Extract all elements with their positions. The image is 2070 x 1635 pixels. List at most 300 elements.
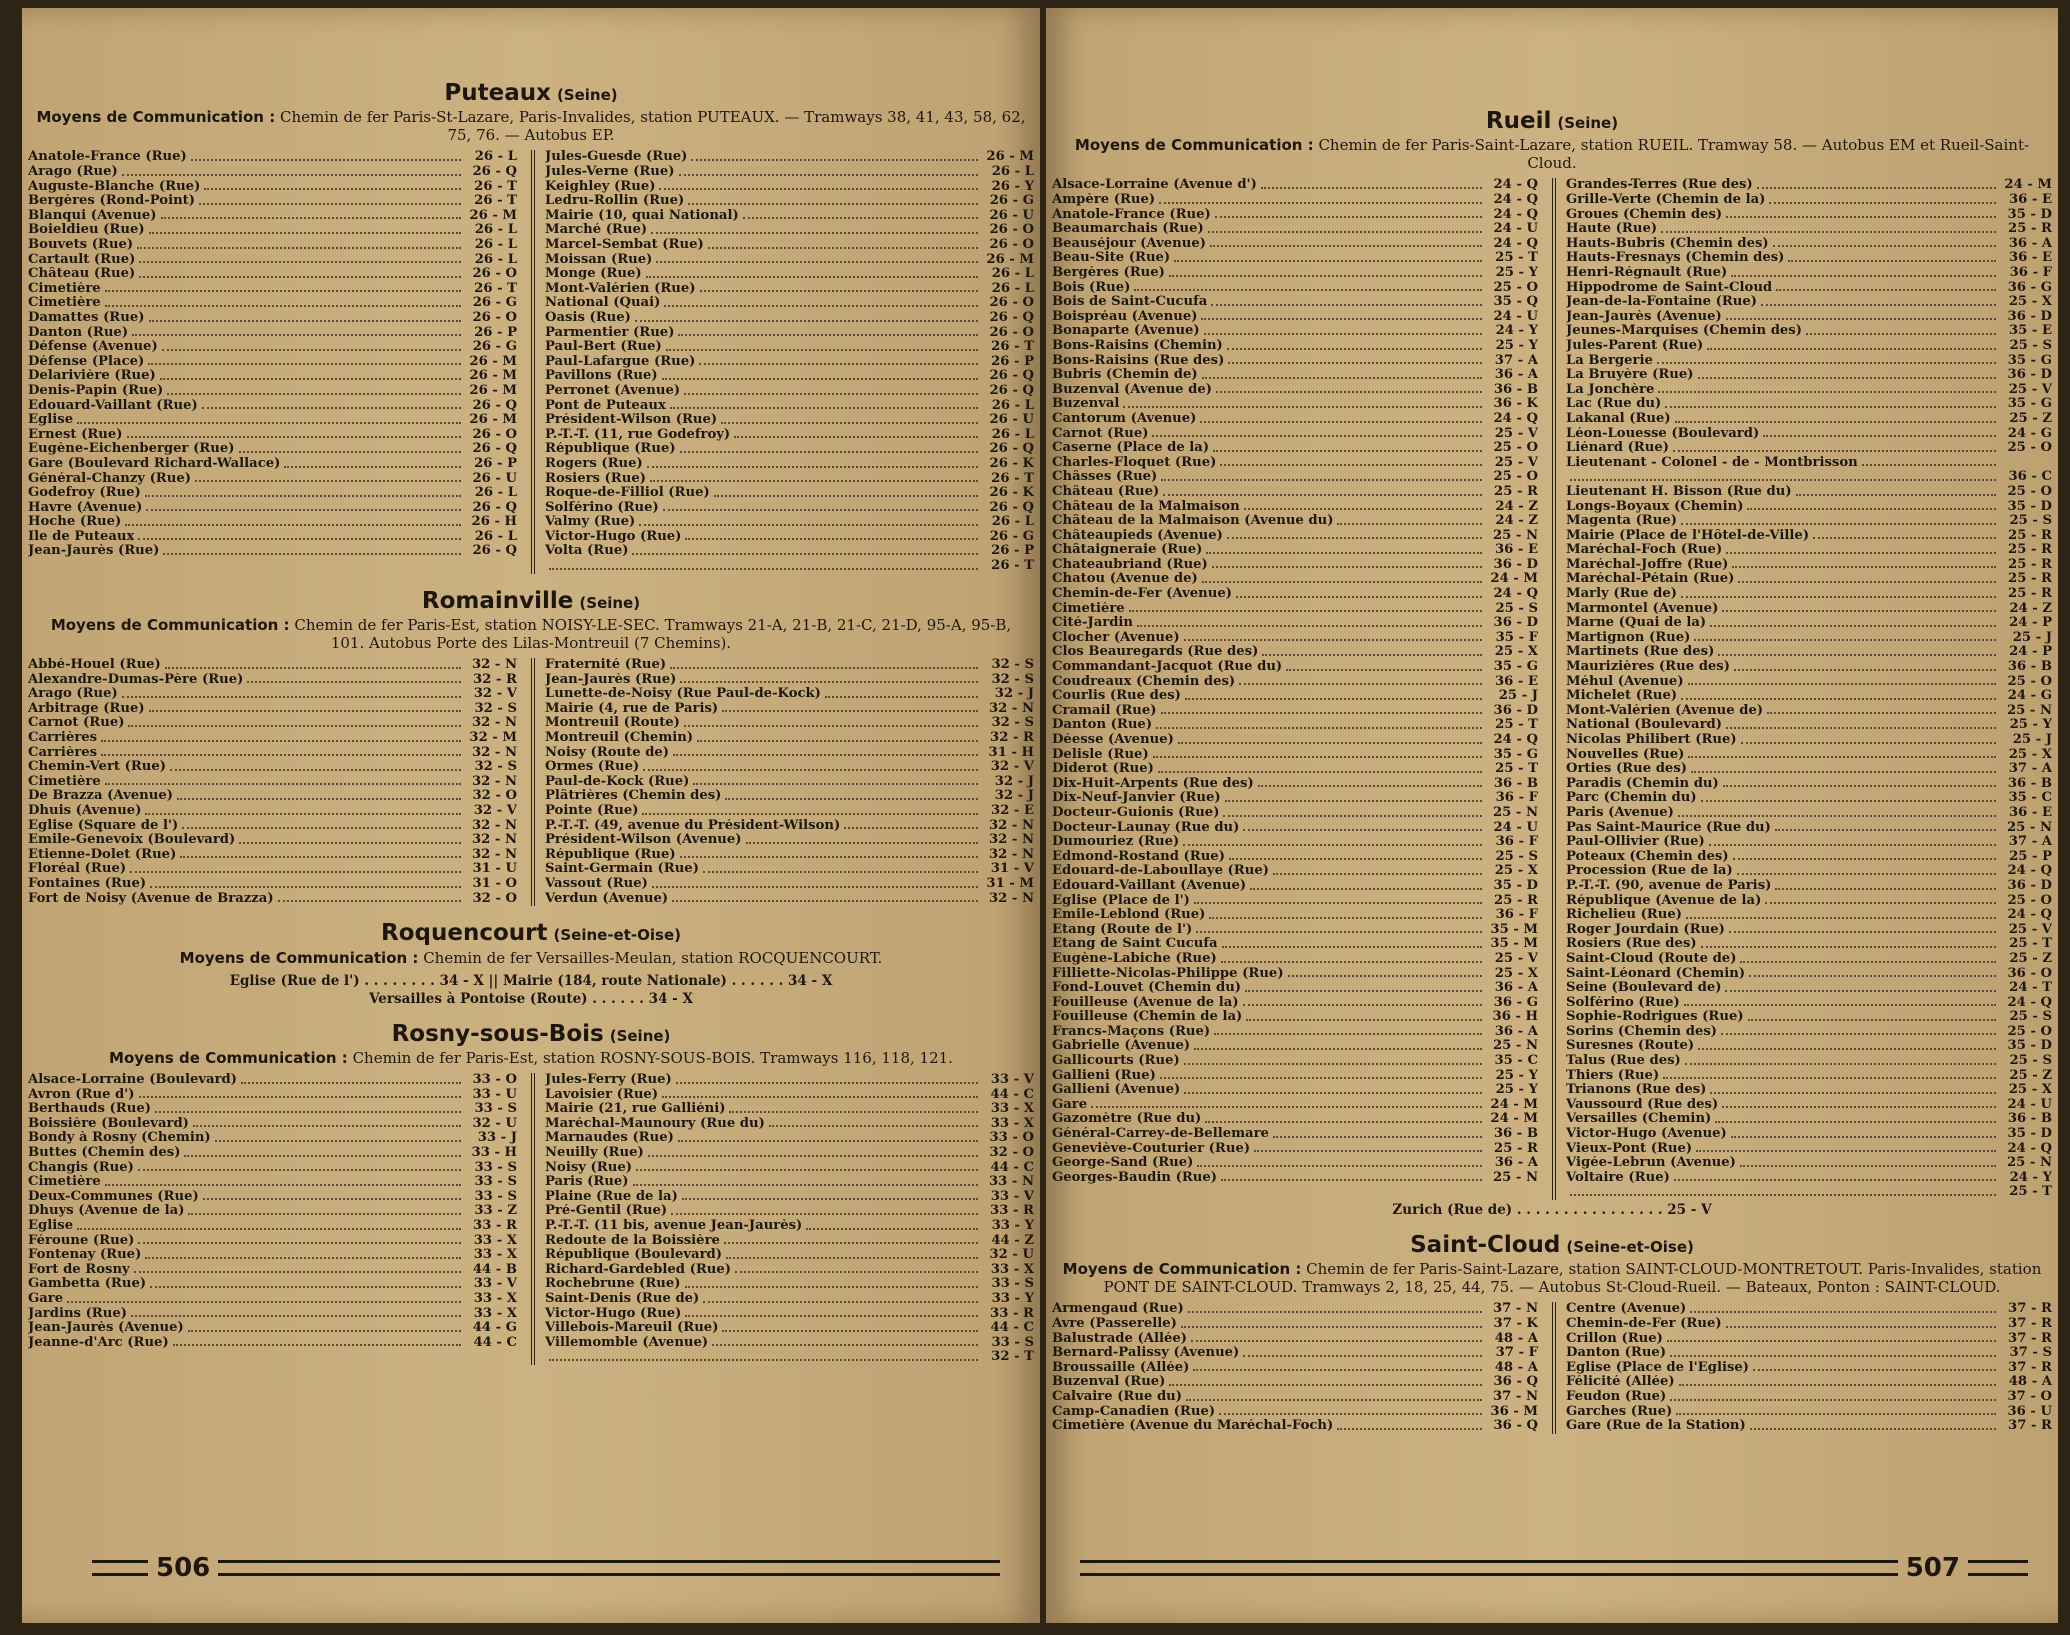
street-name: Bonaparte (Avenue) [1052, 324, 1200, 339]
leader-dots [1160, 1069, 1482, 1080]
street-entry [1052, 996, 1538, 1011]
street-name: Lunette-de-Noisy (Rue Paul-de-Kock) [545, 687, 821, 702]
map-reference: 32 - M [469, 731, 517, 746]
street-name: Floréal (Rue) [28, 862, 127, 877]
street-name: Fontenay (Rue) [28, 1248, 142, 1263]
street-name: Défense (Place) [28, 354, 145, 369]
street-name: Déesse (Avenue) [1052, 733, 1174, 747]
street-entry [1052, 602, 1538, 617]
leader-dots [734, 428, 978, 439]
map-reference: 26 - Q [989, 500, 1034, 515]
leader-dots [1658, 383, 1996, 394]
street-name: Plâtrières (Chemin des) [545, 789, 722, 804]
map-reference: 32 - N [471, 818, 517, 833]
street-entry [1566, 908, 2052, 923]
map-reference: 26 - M [469, 413, 517, 428]
street-entry [1566, 704, 2052, 719]
town-region: (Seine) [556, 86, 618, 104]
leader-dots [1161, 470, 1482, 481]
map-reference: 33 - S [474, 1175, 517, 1190]
leader-dots [1686, 908, 1996, 919]
leader-dots [148, 355, 461, 366]
street-entry [1566, 835, 2052, 850]
street-name: Fouilleuse (Chemin de la) [1052, 1010, 1243, 1025]
street-name: Eglise [28, 413, 74, 428]
leader-dots [680, 673, 978, 684]
town-heading [1046, 108, 2058, 134]
map-reference: 25 - T [2009, 937, 2052, 952]
street-entry [1566, 266, 2052, 281]
map-reference: 32 - N [471, 716, 517, 731]
map-reference: 35 - D [1493, 878, 1538, 893]
street-name: De Brazza (Avenue) [28, 789, 173, 804]
street-name: Bondy à Rosny (Chemin) [28, 1131, 211, 1146]
communications-label: Moyens de Communication : [50, 616, 290, 635]
leader-dots [691, 150, 978, 161]
leader-dots [1208, 222, 1482, 233]
leader-dots [680, 442, 978, 453]
street-entry [545, 150, 1034, 165]
leader-dots [1221, 1171, 1482, 1182]
map-reference: 25 - R [1494, 484, 1538, 499]
street-entry [545, 311, 1034, 326]
leader-dots [1212, 558, 1482, 569]
leader-dots [632, 544, 978, 555]
street-entry [1052, 1302, 1538, 1317]
map-reference: 26 - L [991, 267, 1034, 282]
communications-label: Moyens de Communication : [36, 108, 276, 127]
street-name: Suresnes (Route) [1566, 1039, 1695, 1054]
street-entry [1566, 1142, 2052, 1157]
street-name: Camp-Canadien (Rue) [1052, 1404, 1216, 1419]
street-entry [1052, 791, 1538, 806]
leader-dots [1796, 485, 1996, 496]
street-name: Roque-de-Filliol (Rue) [545, 486, 710, 501]
leader-dots [139, 253, 461, 264]
map-reference: 26 - L [474, 150, 517, 165]
town-region: (Seine) [609, 1026, 671, 1045]
leader-dots [642, 804, 978, 815]
street-name: Chatou (Avenue de) [1052, 572, 1198, 587]
street-name: Arbitrage (Rue) [28, 701, 145, 716]
street-name: Pont de Puteaux [545, 398, 666, 413]
street-entry [1052, 237, 1538, 252]
map-reference: 25 - V [1494, 455, 1538, 470]
map-reference: 33 - Y [991, 1219, 1034, 1233]
street-name: La Bruyère (Rue) [1566, 368, 1694, 383]
street-name: Etienne-Dolet (Rue) [28, 847, 177, 862]
street-entry [1566, 427, 2052, 442]
street-entry [28, 296, 517, 311]
communications [36, 1049, 1026, 1067]
map-reference: 33 - S [991, 1277, 1034, 1292]
town-heading [1046, 1232, 2058, 1258]
street-name: Pavillons (Rue) [545, 369, 658, 384]
leader-dots [128, 716, 461, 727]
map-reference: 36 - B [1493, 776, 1538, 791]
leader-dots [1688, 748, 1996, 759]
street-entry [1052, 514, 1538, 529]
street-name: Mairie (4, rue de Paris) [545, 701, 719, 716]
map-reference: 48 - A [1494, 1360, 1538, 1375]
map-reference: 24 - T [2009, 981, 2052, 996]
leader-dots [729, 1102, 978, 1113]
street-name: Jeunes-Marquises (Chemin des) [1566, 324, 1802, 339]
leader-dots [844, 819, 978, 830]
map-reference: 36 - F [1495, 835, 1538, 850]
map-reference: 36 - A [1494, 981, 1538, 996]
street-entry [1566, 587, 2052, 602]
street-entry [1052, 1317, 1538, 1332]
map-reference: 26 - Q [989, 383, 1034, 398]
street-entry [1566, 368, 2052, 383]
street-entry [545, 848, 1034, 863]
leader-dots [678, 326, 978, 337]
street-name: Bois de Saint-Cucufa [1052, 295, 1208, 310]
leader-dots [712, 1336, 978, 1347]
map-reference: 26 - Q [472, 442, 517, 457]
leader-dots [1710, 616, 1996, 627]
map-reference: 26 - K [989, 486, 1034, 501]
street-entry [545, 296, 1034, 311]
street-entry [1052, 1054, 1538, 1069]
street-entry [28, 1263, 517, 1278]
leader-dots [1123, 397, 1482, 408]
street-entry [1052, 456, 1538, 471]
map-reference: 36 - M [1490, 1404, 1538, 1419]
street-entry [1566, 660, 2052, 675]
leader-dots [1757, 178, 1996, 189]
left-sections [22, 8, 1040, 1365]
map-reference: 33 - U [472, 1087, 517, 1102]
leader-dots [735, 1263, 978, 1274]
street-name: Chemin-de-Fer (Rue) [1566, 1317, 1722, 1332]
street-entry [1566, 558, 2052, 573]
street-name: Marché (Rue) [545, 223, 648, 238]
street-entry [545, 673, 1034, 688]
map-reference: 26 - P [991, 354, 1034, 369]
leader-dots [1691, 762, 1996, 773]
map-reference: 33 - H [471, 1146, 517, 1161]
leader-dots [1570, 1185, 1996, 1196]
street-name: Rogers (Rue) [545, 456, 643, 471]
map-reference: 25 - N [2006, 1156, 2052, 1171]
right-page [1046, 8, 2058, 1623]
street-name: Dix-Huit-Arpents (Rue des) [1052, 776, 1254, 791]
street-entry [545, 760, 1034, 775]
street-entry [28, 702, 517, 717]
street-entry [1566, 689, 2052, 704]
leader-dots [1191, 1332, 1482, 1343]
street-entry [1566, 1112, 2052, 1127]
street-entry [1052, 1069, 1538, 1084]
street-entry [1566, 602, 2052, 617]
map-reference: 32 - N [471, 745, 517, 760]
street-entry [1566, 470, 2052, 485]
street-entry [1566, 952, 2052, 967]
street-entry [545, 1161, 1034, 1176]
map-reference: 25 - O [1493, 280, 1538, 295]
street-column [1552, 1302, 2052, 1433]
street-name: La Jonchère [1566, 382, 1655, 397]
map-reference: 32 - T [991, 1350, 1034, 1365]
street-name: Moissan (Rue) [545, 252, 653, 267]
leader-dots [1657, 354, 1996, 365]
map-reference: 32 - R [473, 672, 517, 687]
map-reference: 26 - L [474, 238, 517, 252]
street-name: Eugène-Eichenberger (Rue) [28, 442, 235, 457]
map-reference: 35 - G [1493, 747, 1538, 762]
map-reference: 25 - N [2006, 703, 2052, 718]
leader-dots [202, 399, 461, 410]
leader-dots [146, 501, 461, 512]
street-entry [1052, 587, 1538, 602]
communications-label: Moyens de Communication : [179, 948, 419, 967]
street-entry [1566, 616, 2052, 631]
street-name: Dhuis (Avenue) [28, 804, 142, 819]
street-entry [28, 1234, 517, 1249]
street-entry [28, 731, 517, 746]
street-name: Dix-Neuf-Janvier (Rue) [1052, 791, 1221, 806]
street-name: Bons-Raisins (Rue des) [1052, 353, 1225, 368]
leader-dots [1684, 996, 1996, 1007]
street-entry [1052, 864, 1538, 879]
leader-dots [1661, 222, 1996, 233]
street-entry [1052, 1127, 1538, 1142]
leader-dots [670, 658, 978, 669]
map-reference: 24 - M [1490, 1097, 1538, 1112]
leader-dots [708, 238, 978, 249]
street-entry [1052, 485, 1538, 500]
map-reference: 25 - X [1494, 645, 1538, 660]
leader-dots [139, 267, 461, 278]
map-reference: 24 - Q [2007, 995, 2052, 1010]
street-entry [1052, 981, 1538, 996]
map-reference: 36 - O [2007, 966, 2052, 981]
street-entry [1566, 718, 2052, 733]
map-reference: 35 - F [1495, 630, 1538, 645]
street-entry [28, 326, 517, 341]
street-entry [1566, 1083, 2052, 1098]
street-name: Anatole-France (Rue) [28, 150, 187, 165]
street-name: Volta (Rue) [545, 544, 629, 559]
leader-dots [150, 1277, 461, 1288]
map-reference: 35 - D [2007, 1039, 2052, 1054]
street-column [28, 150, 517, 573]
map-reference: 25 - Y [1495, 338, 1538, 353]
map-reference: 31 - H [988, 745, 1034, 760]
leader-dots [105, 296, 461, 307]
map-reference: 24 - U [1493, 222, 1538, 237]
street-entry [28, 716, 517, 731]
map-reference: 37 - R [2008, 1302, 2052, 1317]
map-reference: 24 - Y [2009, 1170, 2052, 1185]
street-name: Eglise (Place de l') [1052, 893, 1190, 908]
map-reference: 35 - Q [1493, 295, 1538, 310]
leader-dots [1261, 178, 1482, 189]
communications-label: Moyens de Communication : [109, 1049, 348, 1068]
street-entry [1566, 1010, 2052, 1025]
leader-dots [1740, 952, 1996, 963]
map-reference: 37 - A [2008, 762, 2052, 777]
street-entry [1052, 1156, 1538, 1171]
street-name: Fort de Noisy (Avenue de Brazza) [28, 891, 274, 906]
map-reference: 26 - Q [989, 442, 1034, 457]
street-entry [545, 486, 1034, 501]
street-name: Marne (Quai de la) [1566, 616, 1707, 631]
street-entry [28, 1073, 517, 1088]
map-reference: 48 - A [2008, 1375, 2052, 1390]
map-reference: 26 - Q [472, 398, 517, 413]
street-entry [1052, 835, 1538, 850]
town-heading [22, 1021, 1040, 1047]
street-name: Victor-Hugo (Rue) [545, 1306, 682, 1321]
leader-dots [1214, 1025, 1482, 1036]
leader-dots [1337, 514, 1482, 525]
street-name: Nouvelles (Rue) [1566, 747, 1685, 762]
town-section [1046, 108, 2058, 1218]
map-reference: 32 - O [472, 891, 517, 906]
leader-dots [150, 877, 461, 888]
leader-dots [685, 1277, 978, 1288]
map-reference: 24 - P [2009, 616, 2052, 631]
town-section [22, 80, 1040, 574]
street-entry [545, 1321, 1034, 1336]
street-entry [545, 165, 1034, 180]
street-entry [1566, 645, 2052, 660]
map-reference: 35 - G [1493, 660, 1538, 675]
street-name: Avre (Passerelle) [1052, 1317, 1177, 1332]
leader-dots [1767, 704, 1996, 715]
leader-dots [1250, 879, 1482, 890]
map-reference: 25 - N [1492, 805, 1538, 820]
communications-text: Chemin de fer Paris-Est, station ROSNY-SOUS-BOIS. Tramways 116, 118, 121. [352, 1049, 953, 1068]
street-entry [28, 789, 517, 804]
leader-dots [67, 1292, 461, 1303]
map-reference: 24 - Q [2007, 908, 2052, 923]
map-reference: 36 - D [2007, 368, 2052, 383]
street-name: Carnot (Rue) [1052, 426, 1149, 441]
map-reference: 24 - Q [1493, 193, 1538, 208]
street-name: Cantorum (Avenue) [1052, 411, 1197, 426]
street-line: Versailles à Pontoise (Route) . . . . . . 34 - X [369, 990, 693, 1007]
street-name: Boispréau (Avenue) [1052, 309, 1198, 324]
page-number-footer [92, 1553, 1000, 1583]
street-entry [1052, 397, 1538, 412]
leader-dots [697, 731, 978, 742]
street-entry [1566, 397, 2052, 412]
map-reference: 33 - V [473, 1277, 517, 1292]
map-reference: 26 - O [472, 310, 517, 325]
street-name: Marmontel (Avenue) [1566, 601, 1719, 616]
leader-dots [676, 1073, 978, 1084]
communications-text: Chemin de fer Versailles-Meulan, station ROCQUENCOURT. [423, 948, 883, 967]
map-reference: 26 - O [989, 325, 1034, 340]
map-reference: 26 - G [472, 296, 517, 311]
street-name: Saint-Cloud (Route de) [1566, 951, 1737, 966]
street-name: Carnot (Rue) [28, 716, 125, 731]
town-name: Romainville [421, 587, 574, 614]
leader-dots [1698, 1039, 1996, 1050]
leader-dots [177, 789, 461, 800]
street-name: Solférino (Rue) [1566, 995, 1680, 1010]
map-reference: 31 - V [990, 862, 1034, 877]
street-name: Haute (Rue) [1566, 222, 1658, 237]
leader-dots [549, 1350, 978, 1361]
street-entry [28, 673, 517, 688]
street-name: Dumouriez (Rue) [1052, 835, 1180, 850]
map-reference: 33 - R [473, 1219, 517, 1233]
leader-dots [633, 1175, 979, 1186]
street-name: Lac (Rue du) [1566, 397, 1662, 412]
street-entry [545, 472, 1034, 487]
street-name: Edouard-Vaillant (Avenue) [1052, 878, 1247, 893]
leader-dots [182, 819, 461, 830]
street-entry [545, 789, 1034, 804]
leader-dots [659, 180, 978, 191]
leader-dots [1210, 237, 1482, 248]
communications-text: Chemin de fer Paris-St-Lazare, Paris-Invalides, station PUTEAUX. — Tramways 38, 41, 43, 58, 62, 75, 76. — Autobus EP. [279, 108, 1026, 145]
street-name: Jean-de-la-Fontaine (Rue) [1566, 295, 1758, 310]
leader-dots [1678, 806, 1996, 817]
leader-dots [1748, 1010, 1996, 1021]
street-name: Dhuys (Avenue de la) [28, 1204, 185, 1219]
street-entry [1052, 1346, 1538, 1361]
street-entry [28, 457, 517, 472]
map-reference: 26 - T [991, 471, 1034, 486]
leader-dots [1673, 441, 1996, 452]
street-name: Seine (Boulevard de) [1566, 981, 1722, 996]
leader-dots [1243, 1346, 1482, 1357]
map-reference: 24 - Z [1495, 499, 1538, 514]
street-entry [1566, 1346, 2052, 1361]
street-entry [1052, 894, 1538, 909]
street-name: Chemin-Vert (Rue) [28, 760, 166, 775]
leader-dots [656, 253, 978, 264]
street-name: Beauséjour (Avenue) [1052, 236, 1206, 251]
street-entry [545, 716, 1034, 731]
street-entry [1052, 543, 1538, 558]
street-name: Verdun (Avenue) [545, 891, 669, 906]
town-name: Saint-Cloud [1410, 1232, 1561, 1258]
map-reference: 26 - H [471, 515, 517, 530]
leader-dots [1718, 645, 1996, 656]
leader-dots [1723, 777, 1996, 788]
leader-dots [1763, 427, 1996, 438]
street-name: Gallieni (Rue) [1052, 1068, 1156, 1083]
leader-dots [77, 1219, 461, 1230]
street-name: Buzenval (Rue) [1052, 1375, 1166, 1390]
street-entry [545, 384, 1034, 399]
footer-rule [92, 1560, 148, 1576]
street-name: Carrières [28, 731, 98, 746]
street-column [531, 658, 1034, 906]
street-entry [28, 472, 517, 487]
map-reference: 36 - A [1494, 1156, 1538, 1171]
street-entry [1052, 967, 1538, 982]
street-name: Bons-Raisins (Chemin) [1052, 338, 1223, 353]
street-entry [1052, 748, 1538, 763]
street-entry [1052, 193, 1538, 208]
map-reference: 24 - Q [2007, 1141, 2052, 1156]
street-entry [545, 267, 1034, 282]
street-name: Victor-Hugo (Avenue) [1566, 1127, 1727, 1142]
street-name: Orties (Rue des) [1566, 762, 1687, 777]
street-entry [1052, 923, 1538, 938]
street-entry [1052, 470, 1538, 485]
street-entry [1052, 558, 1538, 573]
leader-dots [1663, 1069, 1996, 1080]
